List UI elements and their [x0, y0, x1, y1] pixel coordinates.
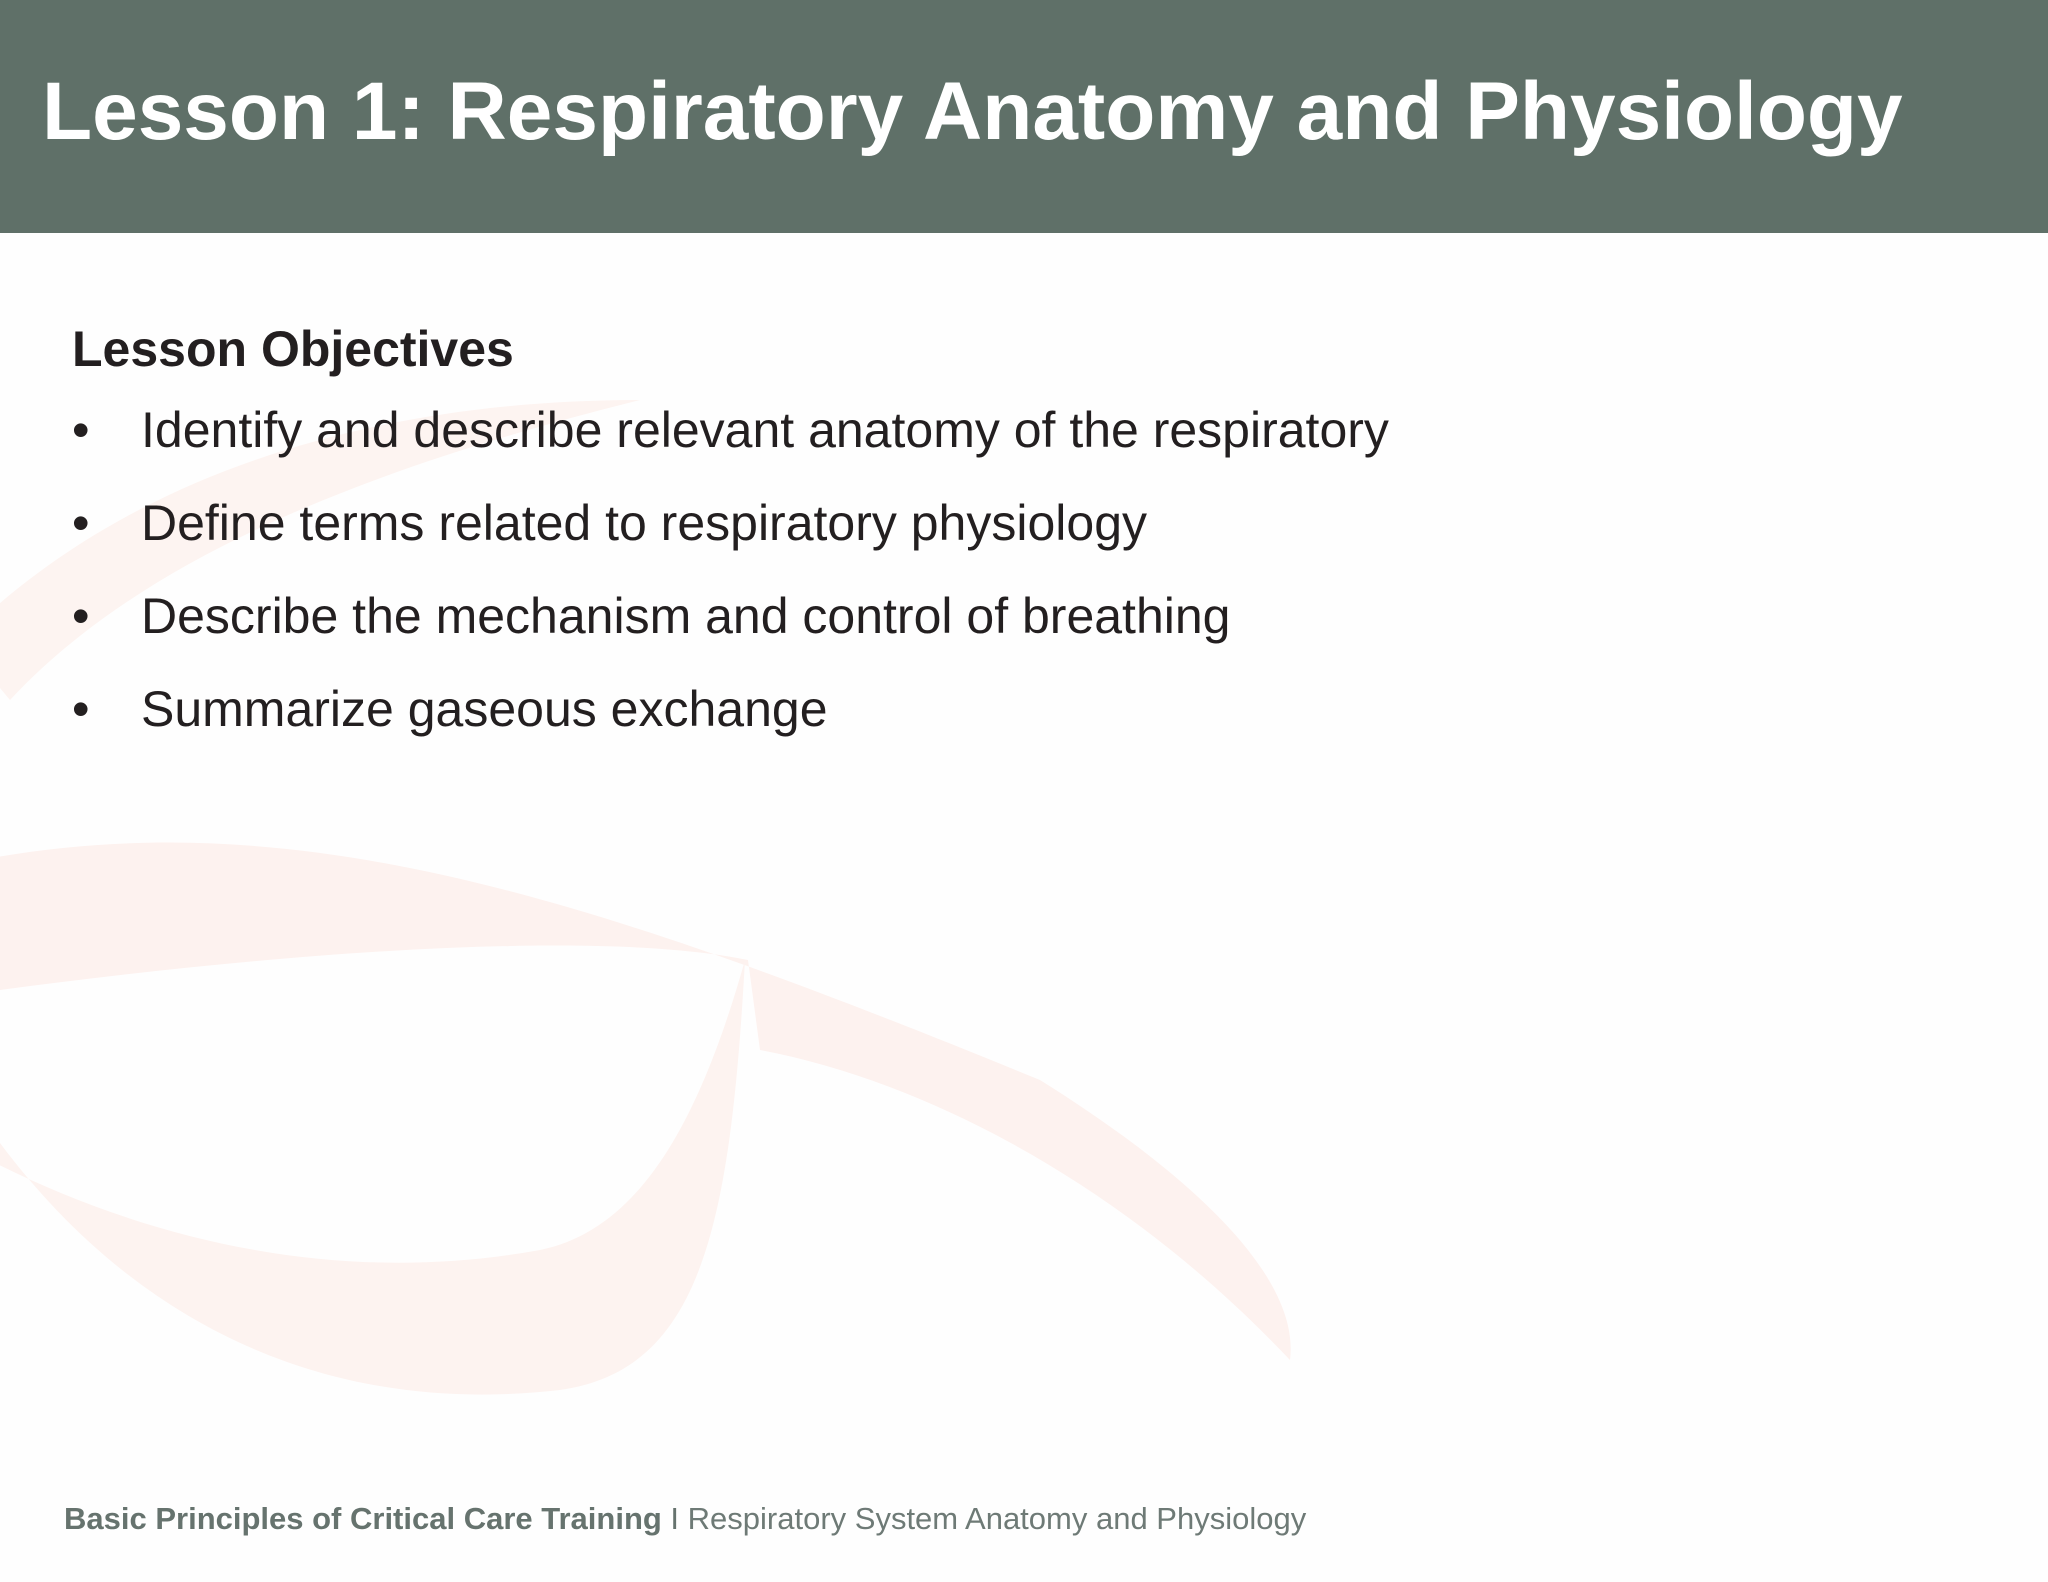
slide-title: Lesson 1: Respiratory Anatomy and Physiology [42, 66, 1903, 157]
bullet-icon: • [72, 495, 90, 551]
objective-text: Describe the mechanism and control of breathing [141, 588, 1231, 644]
slide-footer [64, 1497, 1306, 1541]
footer-course-name: Basic Principles of Critical Care Training [64, 1501, 662, 1536]
objective-text: Summarize gaseous exchange [141, 681, 828, 737]
objectives-section [72, 316, 1772, 762]
objectives-list [72, 390, 1772, 762]
objective-text: Identify and describe relevant anatomy of the respiratory [141, 402, 1389, 458]
bullet-icon: • [72, 588, 90, 644]
objective-item [72, 390, 1772, 483]
objective-item [72, 576, 1772, 669]
crescent-swoosh [0, 960, 745, 1395]
footer-module-name: Respiratory System Anatomy and Physiology [687, 1501, 1307, 1536]
objective-item [72, 669, 1772, 762]
objective-item [72, 483, 1772, 576]
bullet-icon: • [72, 681, 90, 737]
objective-text: Define terms related to respiratory physiology [141, 495, 1148, 551]
title-banner [0, 0, 2048, 233]
footer-separator: I [661, 1501, 688, 1536]
bullet-icon: • [72, 402, 90, 458]
objectives-heading: Lesson Objectives [72, 321, 514, 377]
